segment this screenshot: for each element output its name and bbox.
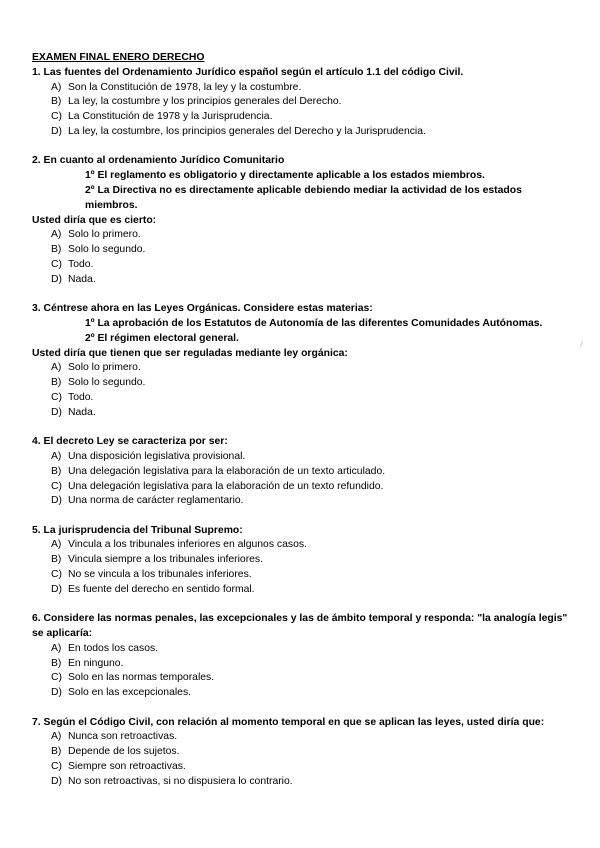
- option-letter: C): [51, 258, 62, 270]
- option-letter: A): [51, 539, 62, 551]
- question-title: 1. Las fuentes del Ordenamiento Jurídico español según el artículo 1.1 del código Civil.: [32, 66, 464, 78]
- option-text: No son retroactivas, si no dispusiera lo contrario.: [68, 775, 293, 787]
- option-letter: D): [51, 495, 62, 507]
- option-c: [51, 760, 577, 775]
- option-text: En ninguno.: [68, 657, 124, 669]
- option-text: Una delegación legislativa para la elaboración de un texto refundido.: [68, 480, 384, 492]
- option-letter: D): [51, 775, 62, 787]
- option-d: [51, 406, 577, 421]
- option-text: Es fuente del derecho en sentido formal.: [68, 583, 255, 595]
- option-text: Nada.: [68, 273, 96, 285]
- option-c: [51, 258, 577, 273]
- option-text: La ley, la costumbre, los principios generales del Derecho y la Jurisprudencia.: [68, 125, 426, 137]
- option-text: La Constitución de 1978 y la Jurisprudencia.: [68, 111, 273, 123]
- option-letter: C): [51, 761, 62, 773]
- question-prompt: Usted diría que tienen que ser reguladas mediante ley orgánica:: [32, 347, 348, 359]
- option-letter: A): [51, 642, 62, 654]
- option-letter: B): [51, 657, 62, 669]
- option-a: [51, 642, 577, 657]
- option-letter: D): [51, 406, 62, 418]
- option-letter: C): [51, 391, 62, 403]
- option-letter: B): [51, 96, 62, 108]
- option-text: Vincula siempre a los tribunales inferiores.: [68, 554, 264, 566]
- question-2: [32, 154, 577, 287]
- option-letter: D): [51, 273, 62, 285]
- exam-title: EXAMEN FINAL ENERO DERECHO: [32, 52, 205, 63]
- question-title: 5. La jurisprudencia del Tribunal Supremo:: [32, 524, 243, 536]
- option-letter: B): [51, 244, 62, 256]
- option-text: Depende de los sujetos.: [68, 746, 180, 758]
- option-letter: D): [51, 125, 62, 137]
- question-title: 3. Céntrese ahora en las Leyes Orgánicas. Considere estas materias:: [32, 303, 373, 315]
- option-letter: A): [51, 81, 62, 93]
- scan-mark: [580, 341, 583, 347]
- option-c: [51, 480, 577, 495]
- statement-1: 1º El reglamento es obligatorio y directamente aplicable a los estados miembros.: [85, 170, 485, 182]
- option-a: [51, 538, 577, 553]
- option-text: Una norma de carácter reglamentario.: [68, 495, 244, 507]
- option-letter: C): [51, 480, 62, 492]
- option-text: No se vincula a los tribunales inferiores.: [68, 569, 252, 581]
- option-letter: A): [51, 450, 62, 462]
- option-text: Solo en las excepcionales.: [68, 687, 192, 699]
- option-c: [51, 391, 577, 406]
- option-d: [51, 775, 577, 790]
- option-letter: B): [51, 465, 62, 477]
- option-d: [51, 273, 577, 288]
- option-text: Solo en las normas temporales.: [68, 672, 215, 684]
- option-letter: B): [51, 377, 62, 389]
- option-letter: A): [51, 731, 62, 743]
- statement-2: 2º La Directiva no es directamente aplicable debiendo mediar la actividad de los estados miembros.: [85, 184, 522, 211]
- option-letter: D): [51, 583, 62, 595]
- option-c: [51, 568, 577, 583]
- option-b: [51, 243, 577, 258]
- option-a: [51, 730, 577, 745]
- option-b: [51, 553, 577, 568]
- option-text: Solo lo segundo.: [68, 377, 146, 389]
- question-3: [32, 302, 577, 420]
- option-text: Nada.: [68, 406, 96, 418]
- option-b: [51, 465, 577, 480]
- option-letter: C): [51, 569, 62, 581]
- option-text: Nunca son retroactivas.: [68, 731, 178, 743]
- question-1: [32, 66, 577, 140]
- question-title: 2. En cuanto al ordenamiento Jurídico Comunitario: [32, 155, 285, 167]
- option-letter: A): [51, 362, 62, 374]
- option-text: En todos los casos.: [68, 642, 159, 654]
- exam-page: [32, 51, 577, 804]
- option-text: Siempre son retroactivas.: [68, 761, 186, 773]
- statement-1: 1º La aprobación de los Estatutos de Autonomía de las diferentes Comunidades Autónomas.: [85, 317, 543, 329]
- option-a: [51, 361, 577, 376]
- option-text: Son la Constitución de 1978, la ley y la costumbre.: [68, 81, 302, 93]
- question-5: [32, 524, 577, 598]
- question-prompt: Usted diría que es cierto:: [32, 214, 157, 226]
- option-d: [51, 686, 577, 701]
- option-a: [51, 228, 577, 243]
- option-text: Una disposición legislativa provisional.: [68, 450, 246, 462]
- option-b: [51, 376, 577, 391]
- statement-2: 2º El régimen electoral general.: [85, 332, 239, 344]
- option-c: [51, 671, 577, 686]
- option-d: [51, 494, 577, 509]
- option-text: Solo lo primero.: [68, 229, 141, 241]
- question-title: 6. Considere las normas penales, las excepcionales y las de ámbito temporal y responda: "la analogía legis" se aplicaría:: [32, 613, 568, 640]
- option-letter: C): [51, 111, 62, 123]
- option-text: La ley, la costumbre y los principios generales del Derecho.: [68, 96, 342, 108]
- option-a: [51, 81, 577, 96]
- question-title: 4. El decreto Ley se caracteriza por ser:: [32, 436, 228, 448]
- question-4: [32, 435, 577, 509]
- question-6: [32, 612, 577, 701]
- option-c: [51, 110, 577, 125]
- option-b: [51, 657, 577, 672]
- option-letter: B): [51, 746, 62, 758]
- option-text: Una delegación legislativa para la elaboración de un texto articulado.: [68, 465, 386, 477]
- option-d: [51, 583, 577, 598]
- question-title: 7. Según el Código Civil, con relación al momento temporal en que se aplican las leyes, usted diría que:: [32, 716, 545, 728]
- option-text: Solo lo segundo.: [68, 244, 146, 256]
- option-letter: D): [51, 687, 62, 699]
- option-letter: C): [51, 672, 62, 684]
- option-b: [51, 95, 577, 110]
- option-a: [51, 450, 577, 465]
- option-text: Vincula a los tribunales inferiores en algunos casos.: [68, 539, 307, 551]
- option-letter: B): [51, 554, 62, 566]
- option-text: Todo.: [68, 258, 94, 270]
- option-letter: A): [51, 229, 62, 241]
- option-d: [51, 125, 577, 140]
- question-7: [32, 716, 577, 790]
- option-text: Todo.: [68, 391, 94, 403]
- option-text: Solo lo primero.: [68, 362, 141, 374]
- option-b: [51, 745, 577, 760]
